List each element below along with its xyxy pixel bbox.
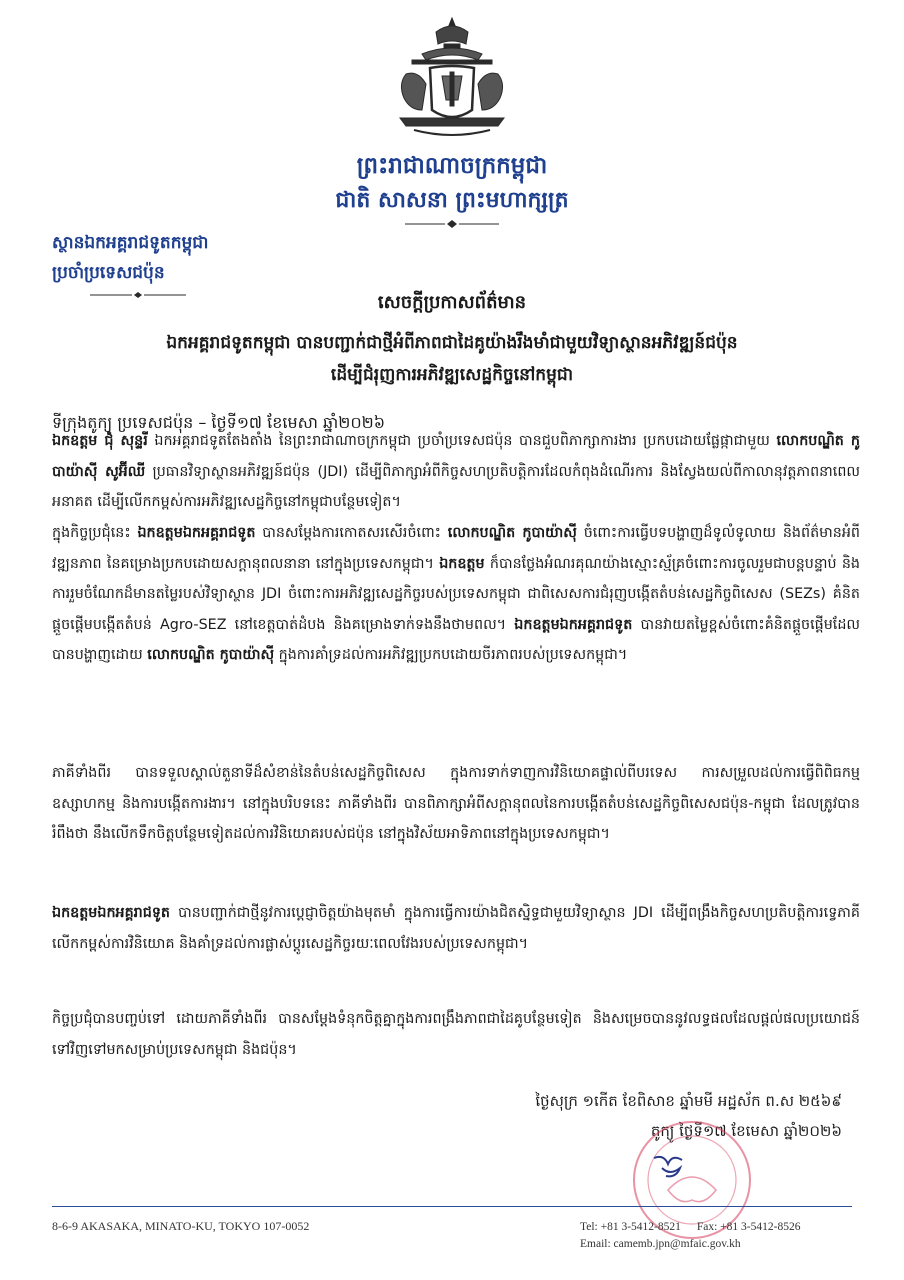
paragraph-text: បានបញ្ជាក់ជាថ្មីនូវការប្តេជ្ញាចិត្តយ៉ាងមុតមាំ ក្នុងការធ្វើការយ៉ាងជិតស្និទ្ធជាមួយវិទ្យាស្ថាន JDI ដើម្បីពង្រឹងកិច្ចសហប្រតិបត្តិការទ្វេភាគី លើកកម្ពស់ការវិនិយោគ និងគាំទ្រដល់ការផ្លាស់ប្តូរសេដ្ឋកិច្ចរយៈពេលវែងរបស់ប្រទេសកម្ពុជា។ bbox=[52, 905, 860, 952]
paragraph-4 bbox=[52, 898, 860, 959]
paragraph-1 bbox=[52, 426, 860, 518]
email-address: Email: camemb.jpn@mfaic.gov.kh bbox=[580, 1238, 741, 1250]
embassy-name: ស្ថានឯកអគ្គរាជទូតកម្ពុជា bbox=[52, 233, 209, 253]
embassy-address: 8-6-9 AKASAKA, MINATO-KU, TOKYO 107-0052 bbox=[52, 1219, 310, 1233]
lunar-date: ថ្ងៃសុក្រ ១កើត ខែពិសាខ ឆ្នាំមមី អដ្ឋស័ក ព.ស ២៥៦៩ bbox=[535, 1092, 842, 1110]
paragraph-text: ប្រធានវិទ្យាស្ថានអភិវឌ្ឍន៍ជប៉ុន (JDI) ដើម្បីពិភាក្សាអំពីកិច្ចសហប្រតិបត្តិការដែលកំពុងដំណើរការ និងស្វែងយល់ពីកាលានុវត្តភាពនាពេលអនាគត ដើម្បីលើកកម្ពស់ការអភិវឌ្ឍសេដ្ឋកិច្ចនៅកម្ពុជាបន្ថែមទៀត។ bbox=[52, 463, 861, 510]
bold-name: ឯកឧត្តមឯកអគ្គរាជទូត bbox=[52, 905, 170, 921]
bold-name: ឯកឧត្តមឯកអគ្គរាជទូត bbox=[137, 525, 256, 541]
paragraph-text: ក៏បានថ្លែងអំណរគុណយ៉ាងស្មោះស្ម័គ្រចំពោះការចូលរួមជាបន្តបន្ទាប់ និងការរួមចំណែកដ៏មានតម្លៃរបស់វិទ្យាស្ថាន JDI ចំពោះការអភិវឌ្ឍសេដ្ឋកិច្ចរបស់ប្រទេសកម្ពុជា ជាពិសេសការជំរុញបង្កើតតំបន់សេដ្ឋកិច្ចពិសេស (SEZs) គំនិតផ្តួចផ្តើមបង្កើតតំបន់ Agro-SEZ នៅខេត្តបាត់ដំបង និងគម្រោងទាក់ទងនឹងថាមពល។ bbox=[52, 555, 860, 633]
bold-name: លោកបណ្ឌិត កូបាយ៉ាស៊ី bbox=[447, 525, 577, 541]
kingdom-name: ព្រះរាជាណាចក្រកម្ពុជា bbox=[356, 152, 548, 179]
bold-name: លោកបណ្ឌិត កូបាយ៉ាស៊ី សូអ៊ីឈី bbox=[52, 433, 861, 480]
bold-name: ឯកឧត្តម bbox=[439, 555, 485, 572]
solar-date: តូក្យូ ថ្ងៃទី១៧ ខែមេសា ឆ្នាំ២០២៦ bbox=[650, 1122, 842, 1140]
contact-info bbox=[580, 1219, 800, 1253]
paragraph-text: ឯកអគ្គរាជទូតតែងតាំង នៃព្រះរាជាណាចក្រកម្ពុជា ប្រចាំប្រទេសជប៉ុន បានជួបពិភាក្សាការងារ ប្រកបដោយផ្លែផ្កាជាមួយ bbox=[147, 433, 777, 449]
footer-divider bbox=[52, 1206, 852, 1207]
bold-name: ឯកឧត្តម ជុំ សុន្ទរី bbox=[52, 433, 148, 449]
paragraph-3 bbox=[52, 758, 860, 850]
royal-coat-of-arms-icon bbox=[392, 14, 512, 144]
bold-name: លោកបណ្ឌិត កូបាយ៉ាស៊ី bbox=[147, 647, 275, 663]
paragraph-text: ក្នុងការគាំទ្រដល់ការអភិវឌ្ឍប្រកបដោយចីរភាពរបស់ប្រទេសកម្ពុជា។ bbox=[274, 647, 628, 663]
document-type-heading: សេចក្តីប្រកាសព័ត៌មាន bbox=[377, 292, 527, 313]
paragraph-text: ចំពោះការធ្វើបទបង្ហាញដ៏ទូលំទូលាយ និងព័ត៌មានអំពីវឌ្ឍនភាព នៃគម្រោងប្រកបដោយសក្តានុពលនានា នៅក្នុងប្រទេសកម្ពុជា។ bbox=[52, 525, 860, 572]
bold-name: ឯកឧត្តមឯកអគ្គរាជទូត bbox=[514, 616, 633, 633]
telephone-number: Tel: +81 3-5412-8521 bbox=[580, 1221, 681, 1233]
paragraph-text: ភាគីទាំងពីរ បានទទួលស្គាល់តួនាទីដ៏សំខាន់នៃតំបន់សេដ្ឋកិច្ចពិសេស ក្នុងការទាក់ទាញការវិនិយោគផ្ទាល់ពីបរទេស ការសម្រួលដល់ការធ្វើពិពិធកម្មឧស្សាហកម្ម និងការបង្កើតការងារ។ នៅក្នុងបរិបទនេះ ភាគីទាំងពីរ បានពិភាក្សាអំពីសក្តានុពលនៃការបង្កើតតំបន់សេដ្ឋកិច្ចពិសេសជប៉ុន-កម្ពុជា ដែលត្រូវបានរំពឹងថា នឹងលើកទឹកចិត្តបន្ថែមទៀតដល់ការវិនិយោគរបស់ជប៉ុន នៅក្នុងវិស័យអាទិភាពនៅក្នុងប្រទេសកម្ពុជា។ bbox=[52, 765, 860, 842]
ornament-divider-icon bbox=[405, 220, 499, 228]
fax-number: Fax: +81 3-5412-8526 bbox=[696, 1221, 801, 1233]
paragraph-text: បានសម្តែងការកោតសរសើរចំពោះ bbox=[255, 525, 448, 541]
national-motto: ជាតិ សាសនា ព្រះមហាក្សត្រ bbox=[335, 187, 569, 213]
headline-line-1: ឯកអគ្គរាជទូតកម្ពុជា បានបញ្ជាក់ជាថ្មីអំពីភាពជាដៃគូយ៉ាងរឹងមាំជាមួយវិទ្យាស្ថានអភិវឌ្ឍន៍ជប៉ុន bbox=[166, 333, 738, 353]
paragraph-2 bbox=[52, 518, 860, 671]
paragraph-5 bbox=[52, 1004, 860, 1065]
headline-line-2: ដើម្បីជំរុញការអភិវឌ្ឍសេដ្ឋកិច្ចនៅកម្ពុជា bbox=[330, 365, 574, 385]
embassy-country: ប្រចាំប្រទេសជប៉ុន bbox=[52, 263, 165, 283]
dateline: ទីក្រុងតូក្យូ ប្រទេសជប៉ុន – ថ្ងៃទី១៧ ខែមេសា ឆ្នាំ២០២៦ bbox=[52, 413, 386, 432]
paragraph-text: បានវាយតម្លៃខ្ពស់ចំពោះគំនិតផ្តួចផ្តើមដែលបានបង្ហាញដោយ bbox=[52, 616, 861, 663]
paragraph-text: ក្នុងកិច្ចប្រជុំនេះ bbox=[52, 525, 138, 541]
paragraph-text: កិច្ចប្រជុំបានបញ្ចប់ទៅ ដោយភាគីទាំងពីរ បានសម្តែងទំនុកចិត្តគ្នាក្នុងការពង្រឹងភាពជាដៃគូបន្ថែមទៀត និងសម្រេចបាននូវលទ្ធផលដែលផ្តល់ផលប្រយោជន៍ទៅវិញទៅមកសម្រាប់ប្រទេសកម្ពុជា និងជប៉ុន។ bbox=[52, 1011, 860, 1058]
